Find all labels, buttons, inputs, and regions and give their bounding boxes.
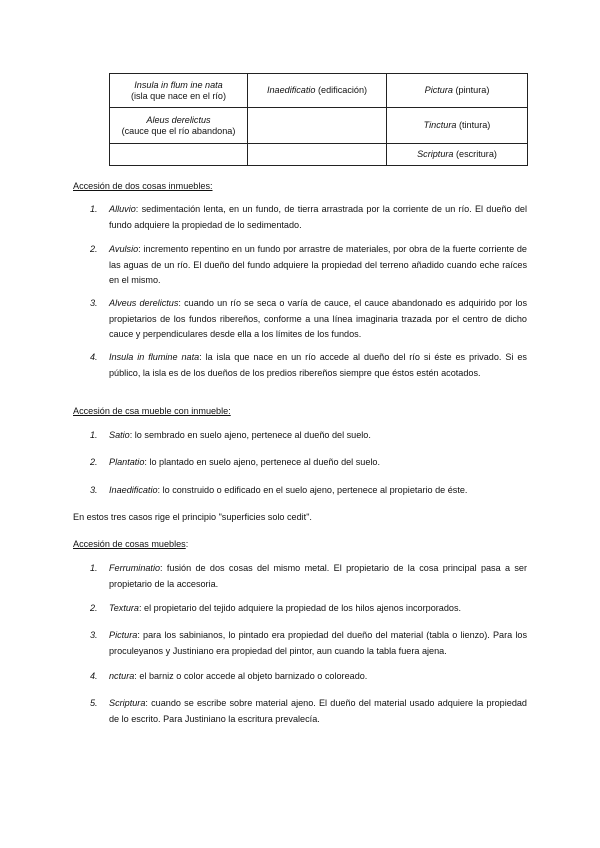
item-term: Ferruminatio xyxy=(109,563,161,573)
item-text: : lo construido o edificado en el suelo ajeno, pertenece al propietario de éste. xyxy=(157,485,468,495)
item-text: : lo sembrado en suelo ajeno, pertenece al dueño del suelo. xyxy=(129,430,371,440)
list-item xyxy=(90,628,527,659)
item-number: 3. xyxy=(90,485,98,495)
item-text: : el propietario del tejido adquiere la propiedad de los hilos ajenos incorporados. xyxy=(139,603,462,613)
cell-desc: (edificación) xyxy=(315,85,368,95)
item-term: Alluvio xyxy=(109,204,136,214)
item-number: 2. xyxy=(90,244,98,254)
accession-table xyxy=(109,73,528,166)
list-item xyxy=(90,296,527,343)
item-number: 3. xyxy=(90,298,98,308)
cell-term: Inaedificatio xyxy=(266,85,316,95)
table-row xyxy=(110,74,528,108)
item-text: : sedimentación lenta, en un fundo, de tierra arrastrada por la corriente de un río. El dueño del fundo adquiere la propiedad de lo sedimentado. xyxy=(109,204,527,230)
item-text: : incremento repentino en un fundo por arrastre de materiales, por obra de la fuerte corriente de las aguas de un río. El dueño del fundo adquiere la propiedad del terreno añadido cuando eche raíces en el mismo. xyxy=(109,244,527,285)
item-term: Textura xyxy=(109,603,139,613)
item-term: Inaedificatio xyxy=(109,485,158,495)
cell-term: Pictura xyxy=(424,85,453,95)
item-term: Avulsio xyxy=(109,244,139,254)
table-row xyxy=(110,108,528,144)
section-heading-inmuebles: Accesión de dos cosas inmuebles: xyxy=(73,181,213,191)
cell-desc: (tintura) xyxy=(456,120,491,130)
item-number: 5. xyxy=(90,698,98,708)
item-term: Scriptura xyxy=(109,698,146,708)
item-term: Insula in flumine nata xyxy=(109,352,200,362)
item-number: 3. xyxy=(90,630,98,640)
item-number: 4. xyxy=(90,352,98,362)
cell-desc: (cauce que el río abandona) xyxy=(121,125,236,136)
principle-note: En estos tres casos rige el principio "superficies solo cedit". xyxy=(73,512,312,522)
item-text: : la isla que nace en un río accede al dueño del río si éste es privado. Si es público, la isla es de los dueños de los predios ribereños siempre que éstos estén acotados. xyxy=(109,352,527,378)
cell-desc: (escritura) xyxy=(453,149,497,159)
list-item xyxy=(90,242,527,289)
item-number: 1. xyxy=(90,563,98,573)
item-text: : cuando se escribe sobre material ajeno. El dueño del material usado adquiere la propiedad de lo escrito. Para Justiniano la escritura prevalecía. xyxy=(109,698,527,724)
cell-desc: (isla que nace en el río) xyxy=(130,90,227,101)
table-cell-empty xyxy=(110,144,248,166)
cell-term: Insula in flum ine nata xyxy=(134,79,223,90)
section-heading-suffix: : xyxy=(185,539,189,549)
list-item xyxy=(90,696,527,727)
table-cell xyxy=(110,74,248,108)
table-cell xyxy=(110,108,248,144)
item-term: Alveus derelictus xyxy=(109,298,179,308)
cell-term: Aleus derelictus xyxy=(146,114,211,125)
item-term: Plantatio xyxy=(109,457,145,467)
item-term: Pictura xyxy=(109,630,138,640)
section-heading-text: Accesión de cosas muebles xyxy=(73,539,186,549)
table-row xyxy=(110,144,528,166)
section-heading-muebles xyxy=(73,538,188,550)
table-cell-empty xyxy=(248,144,387,166)
item-text: : el barniz o color accede al objeto barnizado o coloreado. xyxy=(134,671,368,681)
list-item xyxy=(90,669,527,685)
list-item xyxy=(90,483,527,499)
list-item xyxy=(90,601,527,617)
list-item xyxy=(90,202,527,233)
list-item xyxy=(90,350,527,381)
item-number: 2. xyxy=(90,603,98,613)
item-term: Satio xyxy=(109,430,130,440)
table-cell-empty xyxy=(248,108,387,144)
item-term: nctura xyxy=(109,671,135,681)
item-number: 2. xyxy=(90,457,98,467)
item-number: 1. xyxy=(90,430,98,440)
table-cell xyxy=(387,74,528,108)
item-number: 1. xyxy=(90,204,98,214)
list-item xyxy=(90,428,527,444)
list-item xyxy=(90,455,527,471)
item-text: : cuando un río se seca o varía de cauce, el cauce abandonado es adquirido por los propietarios de los fundos ribereños, conforme a una línea imaginaria trazada por el centro de dicho cauce y perpendiculares desde ella a los límites de los fundos. xyxy=(109,298,527,339)
cell-desc: (pintura) xyxy=(452,85,490,95)
section-heading-mueble-inmueble: Accesión de csa mueble con inmueble: xyxy=(73,406,231,416)
cell-term: Scriptura xyxy=(417,149,454,159)
table-cell xyxy=(387,144,528,166)
item-text: : fusión de dos cosas del mismo metal. El propietario de la cosa principal pasa a ser propietario de la accesoria. xyxy=(109,563,527,589)
list-item xyxy=(90,561,527,592)
table-cell xyxy=(248,74,387,108)
item-text: : lo plantado en suelo ajeno, pertenece al dueño del suelo. xyxy=(144,457,380,467)
item-text: : para los sabinianos, lo pintado era propiedad del dueño del material (tabla o lienzo). Para los proculeyanos y Justiniano era propiedad del pintor, aun cuando la tabla fuera ajena. xyxy=(109,630,527,656)
cell-term: Tinctura xyxy=(423,120,457,130)
item-number: 4. xyxy=(90,671,98,681)
table-cell xyxy=(387,108,528,144)
